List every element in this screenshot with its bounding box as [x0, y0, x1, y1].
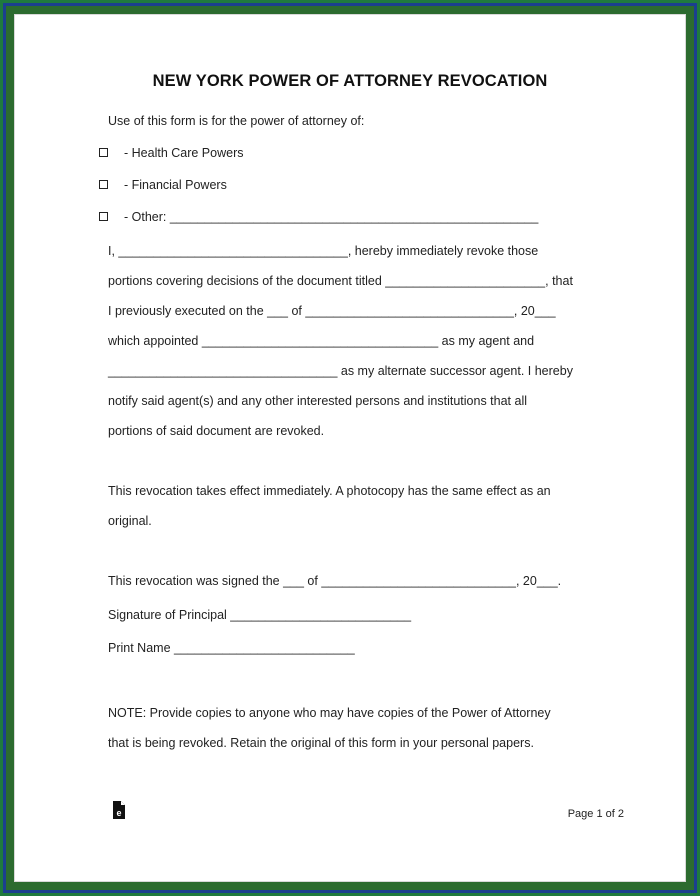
paragraph-line: original. — [108, 514, 152, 528]
signature-line[interactable]: Signature of Principal __________________________ — [108, 608, 412, 622]
svg-text:e: e — [116, 808, 122, 818]
paragraph-line: This revocation takes effect immediately. A photocopy has the same effect as an — [108, 484, 551, 498]
checkbox[interactable] — [99, 148, 108, 157]
note-line: NOTE: Provide copies to anyone who may have copies of the Power of Attorney — [108, 706, 551, 720]
eforms-document-icon — [112, 800, 126, 820]
paragraph-line: _________________________________ as my alternate successor agent. I hereby — [108, 364, 573, 378]
paragraph-line: which appointed __________________________________ as my agent and — [108, 334, 535, 348]
page-number: Page 1 of 2 — [567, 808, 624, 820]
paragraph-line: notify said agent(s) and any other interested persons and institutions that all — [108, 394, 528, 408]
paragraph-line: I previously executed on the ___ of ______________________________, 20___ — [108, 304, 556, 318]
print-name-line[interactable]: Print Name __________________________ — [108, 641, 355, 655]
option-health-care[interactable]: - Health Care Powers — [99, 146, 244, 160]
signed-date-line[interactable]: This revocation was signed the ___ of ____________________________, 20___. — [108, 574, 562, 588]
paragraph-line: portions covering decisions of the document titled _______________________, that — [108, 274, 573, 288]
document-title: NEW YORK POWER OF ATTORNEY REVOCATION — [152, 72, 548, 90]
intro-text: Use of this form is for the power of attorney of: — [108, 114, 365, 128]
checkbox[interactable] — [99, 180, 108, 189]
option-other[interactable]: - Other: _____________________________________________________ — [99, 210, 538, 224]
note-line: that is being revoked. Retain the original of this form in your personal papers. — [108, 736, 534, 750]
document-page — [14, 14, 686, 882]
paragraph-line: portions of said document are revoked. — [108, 424, 325, 438]
option-financial[interactable]: - Financial Powers — [99, 178, 227, 192]
checkbox[interactable] — [99, 212, 108, 221]
paragraph-line: I, _________________________________, hereby immediately revoke those — [108, 244, 539, 258]
